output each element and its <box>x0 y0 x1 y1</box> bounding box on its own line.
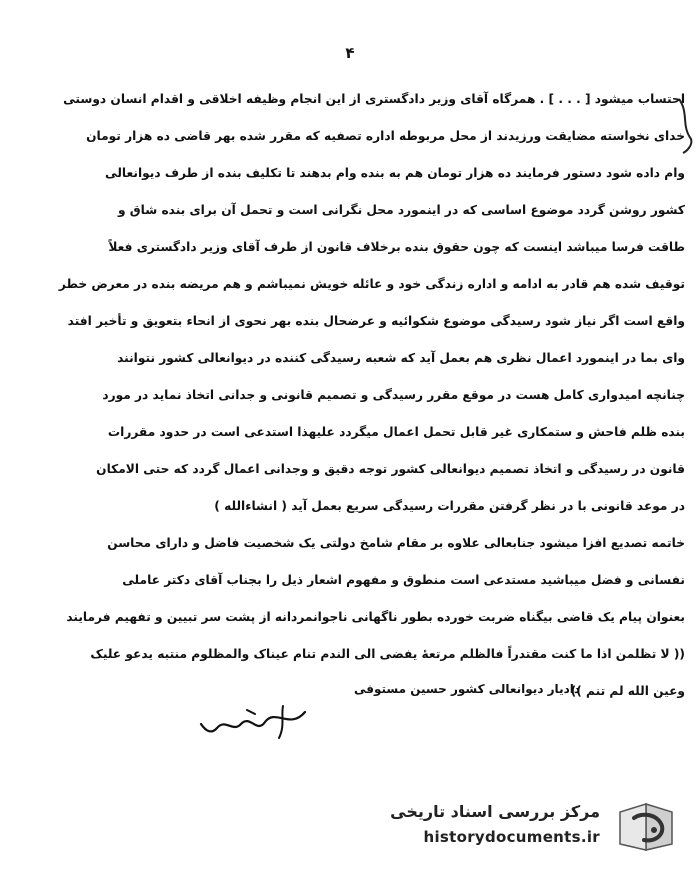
letter-line: احتساب میشود [ . . . ] . همرگاه آقای وزیر دادگستری از این انجام وظیفه اخلاقی و اقدام انسان دوستی <box>63 92 685 106</box>
letter-line: توقیف شده هم قادر به ادامه و اداره زندگی خود و عائله خویش نمیباشم و هم مریضه بنده در معرض خطر <box>58 277 685 291</box>
letter-line: چنانچه امیدواری کامل هست در موقع مقرر رسیدگی و تصمیم قانونی و جدانی اتخاذ نماید در مورد <box>102 388 685 402</box>
letter-line: خاتمه تصدیع افزا میشود جنابعالی علاوه بر مقام شامخ دولتی یک شخصیت فاضل و دارای محاسن <box>107 536 685 550</box>
signatory-title: دادیار دیوانعالی کشور حسین مستوفی <box>353 682 580 696</box>
scan-edge-mark <box>675 95 697 155</box>
letter-line: بنده ظلم فاحش و ستمکاری غیر قابل تحمل اعمال میگردد علیهذا استدعی است در حدود مقررات <box>107 425 685 439</box>
letter-line: کشور روشن گردد موضوع اساسی که در اینمورد محل نگرانی است و تحمل آن برای بنده شاق و <box>117 203 685 217</box>
letter-line: در موعد قانونی با در نظر گرفتن مقررات رسیدگی سریع بعمل آید ( انشاءالله ) <box>214 499 685 513</box>
letter-line: بعنوان پیام یک قاضی بیگناه ضربت خورده بطور ناگهانی ناجوانمردانه از پشت سر تبیین و تفهیم فرمایند <box>66 610 685 624</box>
page-number: ۴ <box>345 44 355 62</box>
letter-line: وام داده شود دستور فرمایند ده هزار تومان هم به بنده وام بدهند تا تکلیف بنده از طرف دیوانعالی <box>105 166 685 180</box>
watermark-url: historydocuments.ir <box>423 828 600 846</box>
letter-line: طاقت فرسا میباشد اینست که چون حقوق بنده برخلاف قانون از طرف آقای وزیر دادگستری فعلاً <box>108 240 685 254</box>
letter-line: واقع است اگر نیاز شود رسیدگی موضوع شکوائیه و عرضحال بنده بهر نحوی از انحاء بتعویق و تأخیر افتد <box>67 314 685 328</box>
poem-line: وعین الله لم تنم )) <box>570 684 685 698</box>
letter-line: خدای نخواسته مضایقت ورزیدند از محل مربوطه اداره تصفیه که مقرر شده بهر قاضی ده هزار تومان <box>86 129 685 143</box>
archive-logo-icon <box>614 800 678 852</box>
letter-body <box>40 84 685 713</box>
archive-watermark <box>382 798 682 854</box>
poem-line: (( لا تظلمن اذا ما کنت مقتدراً فالظلم مرتعهٔ یفضی الی الندم تنام عیناک والمظلوم منتبه یدعو علیک <box>90 647 685 661</box>
watermark-title: مرکز بررسی اسناد تاریخی <box>390 802 600 821</box>
letter-line: وای بما در اینمورد اعمال نظری هم بعمل آید که شعبه رسیدگی کننده در دیوانعالی کشور نتوانند <box>117 351 685 365</box>
handwritten-signature <box>195 700 315 745</box>
letter-line: قانون در رسیدگی و اتخاذ تصمیم دیوانعالی کشور توجه دقیق و وجدانی اعمال گردد که حتی الامکان <box>96 462 685 476</box>
letter-line: نفسانی و فضل میباشید مستدعی است منطوق و مفهوم اشعار ذیل را بجناب آقای دکتر عاملی <box>122 573 685 587</box>
